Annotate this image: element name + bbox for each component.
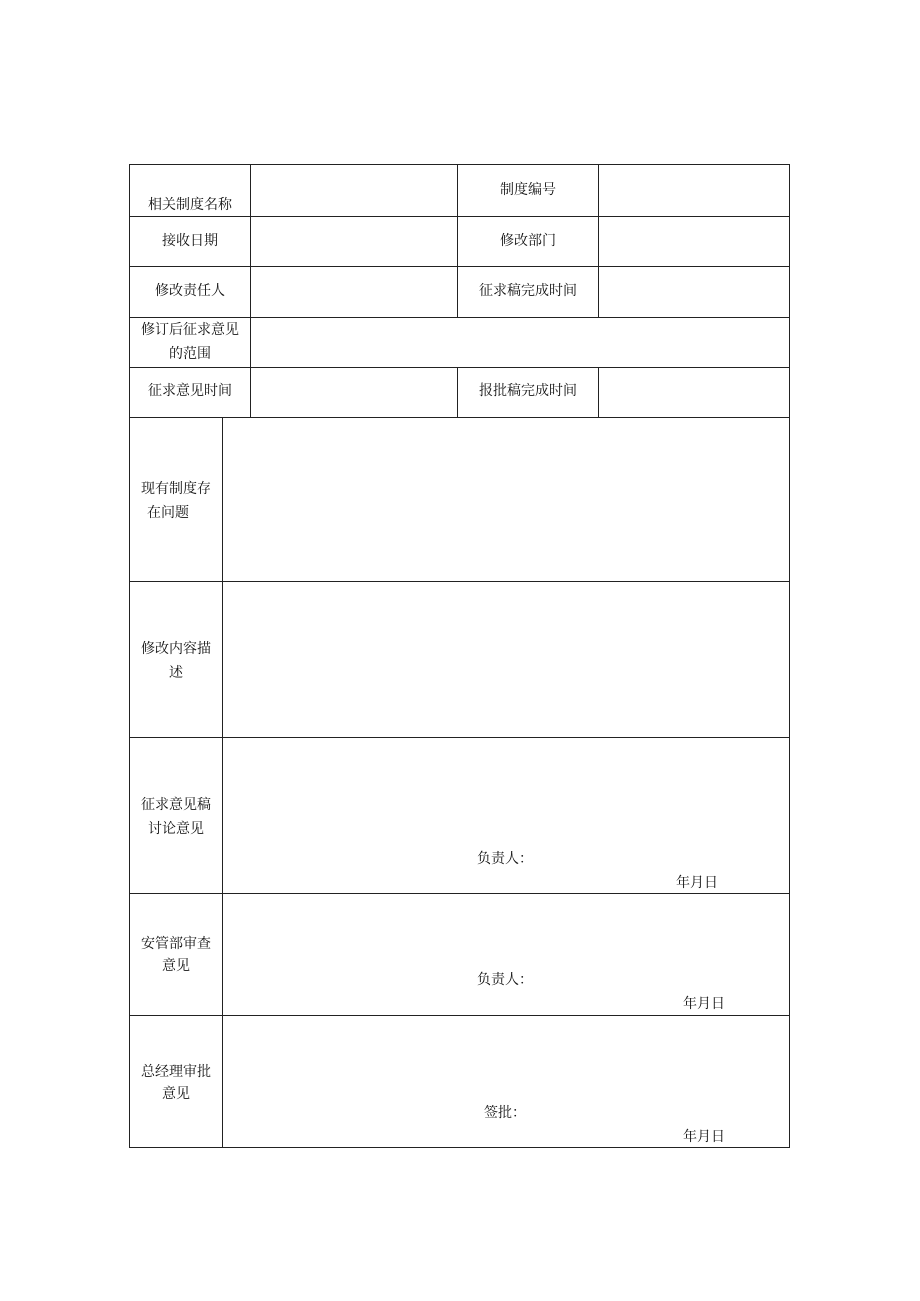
safety-review-label: 安管部审查: [141, 936, 211, 952]
modification-description-field[interactable]: [223, 582, 789, 737]
modification-description-label-cont: 述: [169, 665, 183, 681]
revision-owner-label: 修改责任人: [155, 283, 225, 299]
consultation-scope-field[interactable]: [251, 318, 789, 367]
discussion-date-label: 年月日: [676, 875, 718, 891]
gm-signature-label: 签批：: [484, 1105, 526, 1121]
modification-description-label: 修改内容描: [141, 641, 211, 657]
modifying-dept-field[interactable]: [599, 217, 789, 266]
safety-review-label-cont: 意见: [162, 958, 190, 974]
consultation-scope-label-cont: 的范围: [169, 346, 211, 362]
gm-date-label: 年月日: [683, 1129, 725, 1145]
system-name-field[interactable]: [251, 165, 457, 216]
safety-date-label: 年月日: [683, 996, 725, 1012]
consultation-scope-label: 修订后征求意见: [141, 322, 239, 338]
receive-date-label: 接收日期: [162, 233, 218, 249]
existing-issues-label-cont: 在问题: [147, 505, 189, 521]
existing-issues-label: 现有制度存: [141, 481, 211, 497]
draft-complete-time-label: 征求稿完成时间: [479, 283, 577, 299]
safety-signer-label: 负责人：: [477, 972, 533, 988]
approval-draft-time-label: 报批稿完成时间: [479, 383, 577, 399]
gm-approval-label-cont: 意见: [162, 1086, 190, 1102]
gm-approval-label: 总经理审批: [141, 1064, 211, 1080]
system-number-field[interactable]: [599, 165, 789, 216]
discussion-signer-label: 负责人：: [477, 851, 533, 867]
approval-draft-time-field[interactable]: [599, 368, 789, 417]
discussion-opinions-label: 征求意见稿: [141, 797, 211, 813]
existing-issues-field[interactable]: [223, 418, 789, 581]
system-name-label: 相关制度名称: [148, 197, 232, 213]
discussion-opinions-label-cont: 讨论意见: [148, 821, 204, 837]
consultation-time-label: 征求意见时间: [148, 383, 232, 399]
modifying-dept-label: 修改部门: [500, 233, 556, 249]
revision-form-table: [129, 164, 790, 1148]
system-number-label: 制度编号: [500, 182, 556, 198]
draft-complete-time-field[interactable]: [599, 267, 789, 317]
receive-date-field[interactable]: [251, 217, 457, 266]
consultation-time-field[interactable]: [251, 368, 457, 417]
revision-owner-field[interactable]: [251, 267, 457, 317]
